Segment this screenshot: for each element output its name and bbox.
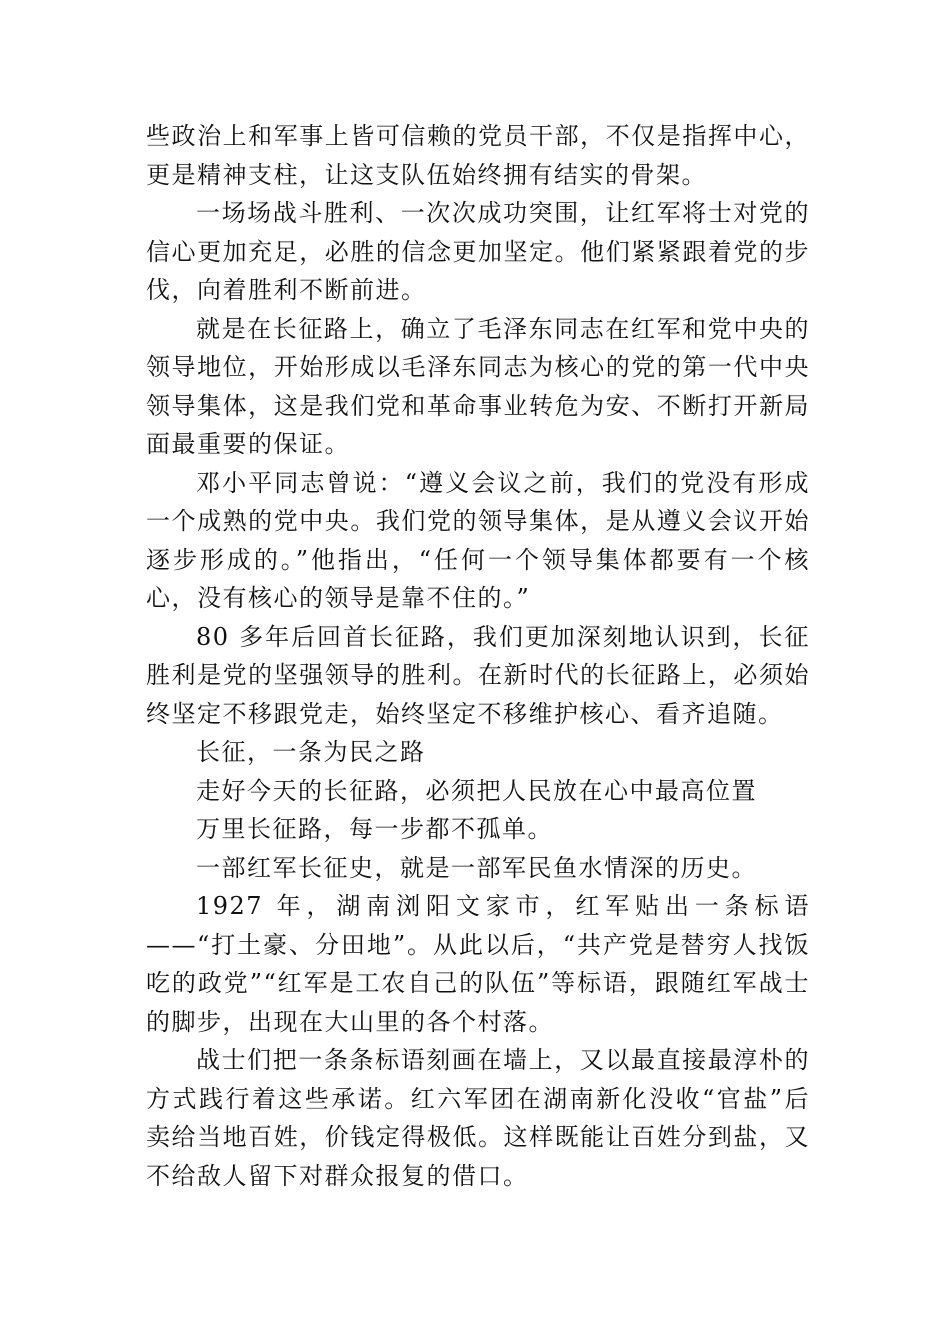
section-heading: 长征，一条为民之路 — [196, 738, 426, 766]
paragraph-5: 80 多年后回首长征路，我们更加深刻地认识到，长征胜利是党的坚强领导的胜利。在新时代的长征路上，必须始终坚定不移跟党走，始终坚定不移维护核心、看齐追随。 — [146, 622, 810, 728]
document-page — [146, 117, 810, 1195]
paragraph-8: 万里长征路，每一步都不孤单。 — [196, 815, 553, 843]
paragraph-4: 邓小平同志曾说：“遵义会议之前，我们的党没有形成一个成熟的党中央。我们党的领导集体，是从遵义会议开始逐步形成的。”他指出，“任何一个领导集体都要有一个核心，没有核心的领导是靠不住的。” — [146, 468, 810, 612]
paragraph-10: 1927 年，湖南浏阳文家市，红军贴出一条标语——“打土豪、分田地”。从此以后，“共产党是替穷人找饭吃的政党”“红军是工农自己的队伍”等标语，跟随红军战士的脚步，出现在大山里的各个村落。 — [146, 892, 810, 1036]
paragraph-3: 就是在长征路上，确立了毛泽东同志在红军和党中央的领导地位，开始形成以毛泽东同志为核心的党的第一代中央领导集体，这是我们党和革命事业转危为安、不断打开新局面最重要的保证。 — [146, 314, 810, 458]
paragraph-11: 战士们把一条条标语刻画在墙上，又以最直接最淳朴的方式践行着这些承诺。红六军团在湖南新化没收“官盐”后卖给当地百姓，价钱定得极低。这样既能让百姓分到盐，又不给敌人留下对群众报复的借口。 — [146, 1046, 810, 1190]
paragraph-1: 些政治上和军事上皆可信赖的党员干部，不仅是指挥中心，更是精神支柱，让这支队伍始终拥有结实的骨架。 — [146, 122, 810, 189]
paragraph-2: 一场场战斗胜利、一次次成功突围，让红军将士对党的信心更加充足，必胜的信念更加坚定。他们紧紧跟着党的步伐，向着胜利不断前进。 — [146, 199, 810, 304]
section-subheading: 走好今天的长征路，必须把人民放在心中最高位置 — [196, 776, 757, 805]
paragraph-9: 一部红军长征史，就是一部军民鱼水情深的历史。 — [196, 853, 757, 882]
